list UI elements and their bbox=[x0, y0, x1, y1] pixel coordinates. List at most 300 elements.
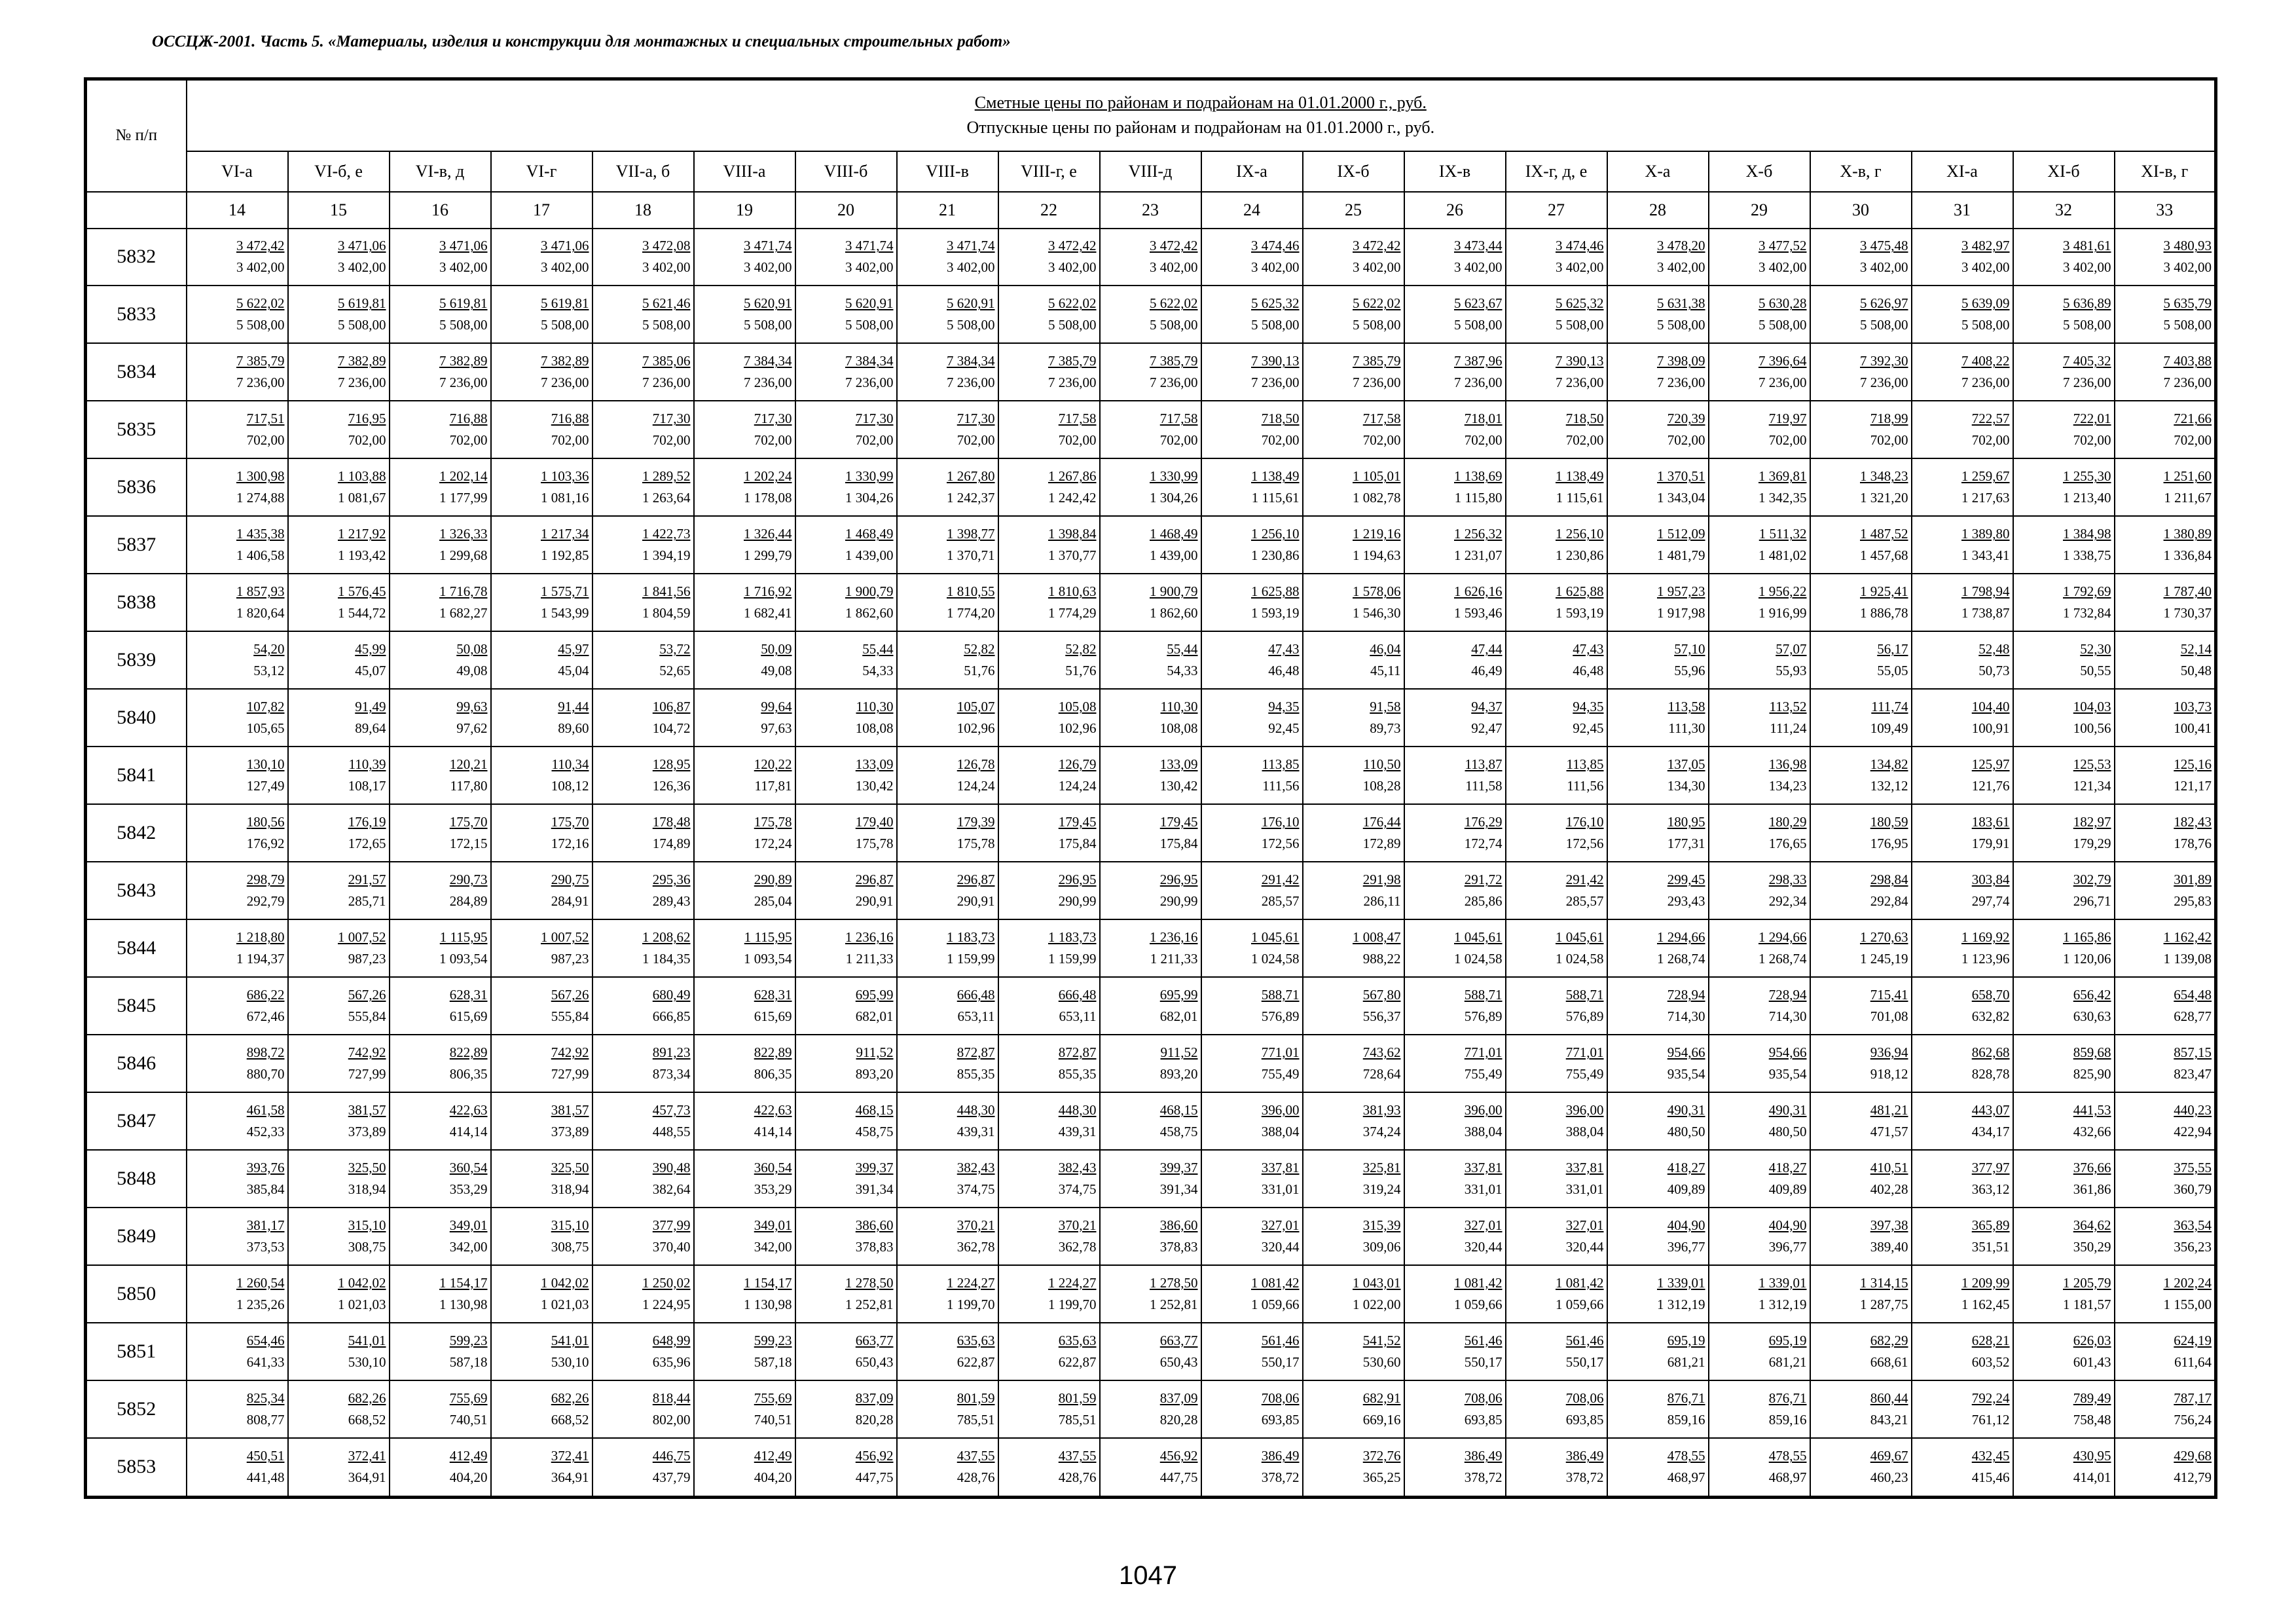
estimate-price: 5 622,02 bbox=[1150, 295, 1198, 312]
release-price: 286,11 bbox=[1363, 893, 1401, 910]
price-cell bbox=[1810, 286, 1912, 343]
release-price: 108,12 bbox=[551, 778, 589, 794]
price-cell bbox=[1100, 1035, 1201, 1092]
estimate-price: 94,35 bbox=[1268, 699, 1300, 715]
estimate-price: 1 487,52 bbox=[1860, 526, 1908, 542]
estimate-price: 717,30 bbox=[652, 411, 691, 427]
estimate-price: 490,31 bbox=[1768, 1102, 1807, 1118]
estimate-price: 291,72 bbox=[1464, 872, 1503, 888]
release-price: 92,47 bbox=[1471, 720, 1503, 737]
release-price: 1 024,58 bbox=[1454, 951, 1503, 967]
release-price: 7 236,00 bbox=[439, 375, 488, 391]
price-cell bbox=[694, 977, 795, 1035]
release-price: 7 236,00 bbox=[236, 375, 285, 391]
estimate-price: 1 716,92 bbox=[744, 583, 792, 600]
table-row bbox=[86, 458, 2216, 516]
release-price: 97,63 bbox=[761, 720, 792, 737]
release-price: 409,89 bbox=[1667, 1181, 1705, 1197]
estimate-price: 708,06 bbox=[1565, 1390, 1604, 1406]
estimate-price: 1 957,23 bbox=[1657, 583, 1705, 600]
price-cell bbox=[1810, 862, 1912, 919]
price-cell bbox=[1506, 1323, 1607, 1380]
table-row bbox=[86, 574, 2216, 631]
price-cell bbox=[491, 458, 592, 516]
price-cell bbox=[390, 862, 491, 919]
row-number-header: № п/п bbox=[86, 79, 187, 192]
price-cell bbox=[288, 458, 390, 516]
release-price: 388,04 bbox=[1261, 1124, 1300, 1140]
price-cell bbox=[897, 1438, 998, 1498]
estimate-price: 5 619,81 bbox=[338, 295, 386, 312]
release-price: 5 508,00 bbox=[1454, 317, 1503, 333]
estimate-price: 315,39 bbox=[1362, 1217, 1401, 1233]
price-cell bbox=[897, 286, 998, 343]
release-price: 388,04 bbox=[1464, 1124, 1503, 1140]
release-price: 530,60 bbox=[1362, 1354, 1401, 1370]
table-row bbox=[86, 229, 2216, 286]
price-cell bbox=[390, 1323, 491, 1380]
column-number: 17 bbox=[491, 192, 592, 229]
release-price: 290,99 bbox=[1159, 893, 1198, 910]
price-cell bbox=[1506, 747, 1607, 804]
estimate-price: 717,58 bbox=[1058, 411, 1097, 427]
price-cell bbox=[998, 516, 1100, 574]
price-cell bbox=[390, 631, 491, 689]
estimate-price: 717,30 bbox=[754, 411, 792, 427]
release-price: 374,75 bbox=[1058, 1181, 1097, 1197]
release-price: 3 402,00 bbox=[338, 259, 386, 276]
price-cell bbox=[1912, 1323, 2013, 1380]
release-price: 3 402,00 bbox=[642, 259, 691, 276]
release-price: 1 299,68 bbox=[439, 547, 488, 564]
release-price: 378,72 bbox=[1464, 1469, 1503, 1486]
price-cell bbox=[2013, 1150, 2115, 1208]
price-cell bbox=[2115, 631, 2216, 689]
price-cell bbox=[998, 343, 1100, 401]
release-price: 1 439,00 bbox=[1150, 547, 1198, 564]
price-cell bbox=[390, 804, 491, 862]
estimate-price: 3 474,46 bbox=[1251, 238, 1300, 254]
price-cell bbox=[1810, 1265, 1912, 1323]
release-price: 7 236,00 bbox=[1353, 375, 1401, 391]
estimate-price: 1 259,67 bbox=[1961, 468, 2010, 485]
price-cell bbox=[897, 401, 998, 458]
price-cell bbox=[1709, 747, 1810, 804]
estimate-price: 1 081,42 bbox=[1251, 1274, 1300, 1291]
price-cell bbox=[998, 804, 1100, 862]
price-cell bbox=[1201, 516, 1303, 574]
price-cell bbox=[1810, 343, 1912, 401]
release-price: 362,78 bbox=[1058, 1238, 1097, 1255]
release-price: 3 402,00 bbox=[2063, 259, 2111, 276]
estimate-price: 7 382,89 bbox=[541, 353, 589, 369]
release-price: 1 299,79 bbox=[744, 547, 792, 564]
column-number: 16 bbox=[390, 192, 491, 229]
estimate-price: 180,56 bbox=[246, 814, 285, 830]
price-cell bbox=[2013, 862, 2115, 919]
estimate-price: 302,79 bbox=[2073, 872, 2111, 888]
estimate-price: 303,84 bbox=[1971, 872, 2010, 888]
release-price: 172,65 bbox=[348, 836, 386, 852]
release-price: 92,45 bbox=[1268, 720, 1300, 737]
price-cell bbox=[2013, 516, 2115, 574]
estimate-price: 872,87 bbox=[1058, 1044, 1097, 1061]
release-price: 1 730,37 bbox=[2163, 605, 2212, 621]
estimate-price: 1 007,52 bbox=[541, 929, 589, 946]
estimate-price: 301,89 bbox=[2174, 872, 2212, 888]
estimate-price: 1 208,62 bbox=[642, 929, 691, 946]
price-cell bbox=[1607, 516, 1709, 574]
estimate-price: 561,46 bbox=[1261, 1332, 1300, 1348]
price-cell bbox=[998, 401, 1100, 458]
estimate-price: 561,46 bbox=[1464, 1332, 1503, 1348]
release-price: 650,43 bbox=[1159, 1354, 1198, 1370]
release-price: 653,11 bbox=[1059, 1008, 1097, 1025]
price-table bbox=[84, 77, 2217, 1499]
estimate-price: 3 472,08 bbox=[642, 238, 691, 254]
estimate-price: 1 045,61 bbox=[1556, 929, 1604, 946]
release-price: 374,75 bbox=[957, 1181, 995, 1197]
release-price: 7 236,00 bbox=[541, 375, 589, 391]
district-header: VI-б, е bbox=[288, 151, 390, 192]
price-cell bbox=[390, 574, 491, 631]
estimate-price: 954,66 bbox=[1667, 1044, 1705, 1061]
estimate-price: 1 330,99 bbox=[845, 468, 894, 485]
price-cell bbox=[390, 1380, 491, 1438]
district-header: IX-б bbox=[1303, 151, 1404, 192]
release-price: 378,83 bbox=[855, 1238, 894, 1255]
release-price: 176,92 bbox=[246, 836, 285, 852]
release-price: 1 263,64 bbox=[642, 490, 691, 506]
estimate-price: 1 115,95 bbox=[744, 929, 792, 946]
estimate-price: 1 289,52 bbox=[642, 468, 691, 485]
release-price: 1 304,26 bbox=[845, 490, 894, 506]
release-price: 45,07 bbox=[355, 663, 386, 679]
release-price: 121,17 bbox=[2174, 778, 2212, 794]
release-price: 172,15 bbox=[449, 836, 488, 852]
release-price: 702,00 bbox=[1667, 432, 1705, 449]
district-header: IX-г, д, е bbox=[1506, 151, 1607, 192]
release-price: 134,23 bbox=[1768, 778, 1807, 794]
price-cell bbox=[1810, 977, 1912, 1035]
price-cell bbox=[1506, 1092, 1607, 1150]
estimate-price: 1 042,02 bbox=[338, 1274, 386, 1291]
estimate-price: 315,10 bbox=[348, 1217, 386, 1233]
release-price: 1 093,54 bbox=[439, 951, 488, 967]
release-price: 1 820,64 bbox=[236, 605, 285, 621]
table-caption bbox=[187, 79, 2216, 151]
release-price: 1 059,66 bbox=[1251, 1296, 1300, 1312]
release-price: 89,73 bbox=[1370, 720, 1401, 737]
estimate-price: 718,50 bbox=[1261, 411, 1300, 427]
release-price: 1 242,37 bbox=[947, 490, 995, 506]
release-price: 111,24 bbox=[1770, 720, 1807, 737]
release-price: 755,49 bbox=[1464, 1066, 1503, 1082]
estimate-price: 1 925,41 bbox=[1860, 583, 1908, 600]
release-price: 802,00 bbox=[652, 1411, 691, 1428]
price-cell bbox=[998, 458, 1100, 516]
release-price: 859,16 bbox=[1768, 1411, 1807, 1428]
row-number: 5843 bbox=[86, 862, 187, 919]
release-price: 828,78 bbox=[1971, 1066, 2010, 1082]
estimate-price: 1 169,92 bbox=[1961, 929, 2010, 946]
price-cell bbox=[2013, 804, 2115, 862]
price-cell bbox=[795, 804, 897, 862]
estimate-price: 52,30 bbox=[2080, 641, 2111, 657]
estimate-price: 872,87 bbox=[957, 1044, 995, 1061]
estimate-price: 3 475,48 bbox=[1860, 238, 1908, 254]
release-price: 308,75 bbox=[348, 1238, 386, 1255]
release-price: 1 370,77 bbox=[1048, 547, 1097, 564]
estimate-price: 5 620,91 bbox=[845, 295, 894, 312]
price-cell bbox=[187, 1035, 288, 1092]
release-price: 396,77 bbox=[1768, 1238, 1807, 1255]
release-price: 1 178,08 bbox=[744, 490, 792, 506]
release-price: 628,77 bbox=[2174, 1008, 2212, 1025]
estimate-price: 695,19 bbox=[1667, 1332, 1705, 1348]
estimate-price: 443,07 bbox=[1971, 1102, 2010, 1118]
estimate-price: 789,49 bbox=[2073, 1390, 2111, 1406]
estimate-price: 1 435,38 bbox=[236, 526, 285, 542]
price-cell bbox=[1810, 1323, 1912, 1380]
estimate-price: 1 105,01 bbox=[1353, 468, 1401, 485]
release-price: 361,86 bbox=[2073, 1181, 2111, 1197]
estimate-price: 5 622,02 bbox=[1048, 295, 1097, 312]
price-cell bbox=[1912, 919, 2013, 977]
price-cell bbox=[491, 631, 592, 689]
price-cell bbox=[795, 343, 897, 401]
release-price: 702,00 bbox=[1870, 432, 1908, 449]
estimate-price: 1 250,02 bbox=[642, 1274, 691, 1291]
estimate-price: 1 339,01 bbox=[1758, 1274, 1807, 1291]
price-cell bbox=[694, 1380, 795, 1438]
estimate-price: 588,71 bbox=[1261, 987, 1300, 1003]
estimate-price: 291,42 bbox=[1565, 872, 1604, 888]
release-price: 432,66 bbox=[2073, 1124, 2111, 1140]
price-cell bbox=[1810, 1150, 1912, 1208]
release-price: 1 774,29 bbox=[1048, 605, 1097, 621]
estimate-price: 404,90 bbox=[1667, 1217, 1705, 1233]
table-row bbox=[86, 919, 2216, 977]
release-price: 5 508,00 bbox=[1961, 317, 2010, 333]
table-row bbox=[86, 286, 2216, 343]
row-number: 5842 bbox=[86, 804, 187, 862]
price-cell bbox=[1506, 919, 1607, 977]
estimate-price: 1 857,93 bbox=[236, 583, 285, 600]
price-cell bbox=[592, 1323, 694, 1380]
estimate-price: 104,40 bbox=[1971, 699, 2010, 715]
release-price: 5 508,00 bbox=[1150, 317, 1198, 333]
estimate-price: 658,70 bbox=[1971, 987, 2010, 1003]
district-header: X-в, г bbox=[1810, 151, 1912, 192]
estimate-price: 695,99 bbox=[855, 987, 894, 1003]
estimate-price: 113,58 bbox=[1667, 699, 1705, 715]
estimate-price: 1 575,71 bbox=[541, 583, 589, 600]
estimate-price: 911,52 bbox=[856, 1044, 894, 1061]
price-cell bbox=[1201, 919, 1303, 977]
price-cell bbox=[1810, 1035, 1912, 1092]
estimate-price: 349,01 bbox=[449, 1217, 488, 1233]
release-price: 3 402,00 bbox=[1353, 259, 1401, 276]
release-price: 550,17 bbox=[1565, 1354, 1604, 1370]
price-cell bbox=[288, 747, 390, 804]
release-price: 1 115,61 bbox=[1556, 490, 1604, 506]
release-price: 414,14 bbox=[449, 1124, 488, 1140]
estimate-price: 626,03 bbox=[2073, 1332, 2111, 1348]
estimate-price: 656,42 bbox=[2073, 987, 2111, 1003]
release-price: 1 252,81 bbox=[1150, 1296, 1198, 1312]
release-price: 50,48 bbox=[2180, 663, 2212, 679]
price-cell bbox=[795, 1265, 897, 1323]
release-price: 1 242,42 bbox=[1048, 490, 1097, 506]
release-price: 111,56 bbox=[1262, 778, 1300, 794]
release-price: 1 093,54 bbox=[744, 951, 792, 967]
price-cell bbox=[1709, 574, 1810, 631]
price-cell bbox=[288, 1035, 390, 1092]
price-cell bbox=[1404, 458, 1506, 516]
price-cell bbox=[1201, 1323, 1303, 1380]
price-cell bbox=[1709, 1323, 1810, 1380]
estimate-price: 45,99 bbox=[355, 641, 386, 657]
price-cell bbox=[2115, 286, 2216, 343]
price-cell bbox=[2013, 286, 2115, 343]
release-price: 935,54 bbox=[1768, 1066, 1807, 1082]
price-cell bbox=[1100, 919, 1201, 977]
release-price: 5 508,00 bbox=[1251, 317, 1300, 333]
price-cell bbox=[2115, 458, 2216, 516]
release-price: 3 402,00 bbox=[1454, 259, 1503, 276]
estimate-price: 1 007,52 bbox=[338, 929, 386, 946]
price-cell bbox=[1810, 458, 1912, 516]
release-price: 292,34 bbox=[1768, 893, 1807, 910]
release-price: 1 682,41 bbox=[744, 605, 792, 621]
estimate-price: 3 471,74 bbox=[744, 238, 792, 254]
price-cell bbox=[187, 229, 288, 286]
release-price: 5 508,00 bbox=[845, 317, 894, 333]
estimate-price: 105,07 bbox=[957, 699, 995, 715]
price-cell bbox=[491, 229, 592, 286]
release-price: 893,20 bbox=[855, 1066, 894, 1082]
release-price: 117,80 bbox=[450, 778, 488, 794]
release-price: 7 236,00 bbox=[1150, 375, 1198, 391]
column-number-row bbox=[86, 192, 2216, 229]
price-cell bbox=[1303, 1150, 1404, 1208]
release-price: 988,22 bbox=[1362, 951, 1401, 967]
price-cell bbox=[390, 689, 491, 747]
estimate-price: 1 202,24 bbox=[2163, 1274, 2212, 1291]
price-cell bbox=[288, 1323, 390, 1380]
estimate-price: 91,44 bbox=[558, 699, 589, 715]
price-cell bbox=[1404, 1092, 1506, 1150]
release-price: 342,00 bbox=[754, 1238, 792, 1255]
price-cell bbox=[1100, 1265, 1201, 1323]
price-cell bbox=[897, 458, 998, 516]
estimate-price: 175,78 bbox=[754, 814, 792, 830]
price-cell bbox=[592, 1208, 694, 1265]
price-cell bbox=[2115, 516, 2216, 574]
row-number: 5850 bbox=[86, 1265, 187, 1323]
release-price: 702,00 bbox=[551, 432, 589, 449]
price-cell bbox=[2115, 804, 2216, 862]
estimate-price: 635,63 bbox=[1058, 1332, 1097, 1348]
price-cell bbox=[2115, 1265, 2216, 1323]
release-price: 666,85 bbox=[652, 1008, 691, 1025]
release-price: 1 081,16 bbox=[541, 490, 589, 506]
estimate-price: 5 619,81 bbox=[541, 295, 589, 312]
estimate-price: 176,10 bbox=[1565, 814, 1604, 830]
estimate-price: 1 798,94 bbox=[1961, 583, 2010, 600]
price-cell bbox=[187, 1265, 288, 1323]
price-cell bbox=[592, 1150, 694, 1208]
column-number: 33 bbox=[2115, 192, 2216, 229]
price-cell bbox=[288, 804, 390, 862]
estimate-price: 386,49 bbox=[1565, 1448, 1604, 1464]
estimate-price: 3 473,44 bbox=[1454, 238, 1503, 254]
price-cell bbox=[1506, 458, 1607, 516]
price-cell bbox=[592, 286, 694, 343]
estimate-price: 422,63 bbox=[449, 1102, 488, 1118]
estimate-price: 299,45 bbox=[1667, 872, 1705, 888]
release-price: 1 304,26 bbox=[1150, 490, 1198, 506]
estimate-price: 180,59 bbox=[1870, 814, 1908, 830]
price-cell bbox=[1100, 401, 1201, 458]
price-cell bbox=[897, 862, 998, 919]
estimate-price: 1 900,79 bbox=[845, 583, 894, 600]
price-cell bbox=[187, 1323, 288, 1380]
estimate-price: 113,52 bbox=[1769, 699, 1807, 715]
release-price: 3 402,00 bbox=[1556, 259, 1604, 276]
price-cell bbox=[1506, 574, 1607, 631]
price-cell bbox=[1506, 343, 1607, 401]
price-cell bbox=[390, 1438, 491, 1498]
price-cell bbox=[491, 574, 592, 631]
price-cell bbox=[1912, 747, 2013, 804]
release-price: 880,70 bbox=[246, 1066, 285, 1082]
price-cell bbox=[1709, 1035, 1810, 1092]
price-cell bbox=[491, 804, 592, 862]
estimate-price: 111,74 bbox=[1871, 699, 1908, 715]
release-price: 1 394,19 bbox=[642, 547, 691, 564]
release-price: 414,14 bbox=[754, 1124, 792, 1140]
column-number: 28 bbox=[1607, 192, 1709, 229]
estimate-price: 567,80 bbox=[1362, 987, 1401, 1003]
price-cell bbox=[390, 401, 491, 458]
release-price: 3 402,00 bbox=[1048, 259, 1097, 276]
price-cell bbox=[795, 229, 897, 286]
release-price: 1 593,46 bbox=[1454, 605, 1503, 621]
price-cell bbox=[1506, 862, 1607, 919]
estimate-price: 1 625,88 bbox=[1251, 583, 1300, 600]
price-cell bbox=[1506, 1208, 1607, 1265]
release-price: 1 682,27 bbox=[439, 605, 488, 621]
estimate-price: 1 260,54 bbox=[236, 1274, 285, 1291]
release-price: 108,28 bbox=[1362, 778, 1401, 794]
price-cell bbox=[2115, 862, 2216, 919]
estimate-price: 801,59 bbox=[957, 1390, 995, 1406]
price-cell bbox=[998, 631, 1100, 689]
estimate-price: 110,50 bbox=[1363, 756, 1401, 773]
release-price: 1 274,88 bbox=[236, 490, 285, 506]
price-cell bbox=[390, 1092, 491, 1150]
estimate-price: 47,44 bbox=[1471, 641, 1503, 657]
estimate-price: 1 956,22 bbox=[1758, 583, 1807, 600]
price-cell bbox=[491, 1265, 592, 1323]
release-price: 7 236,00 bbox=[1961, 375, 2010, 391]
price-cell bbox=[694, 804, 795, 862]
price-cell bbox=[2115, 343, 2216, 401]
price-cell bbox=[1607, 286, 1709, 343]
release-price: 1 439,00 bbox=[845, 547, 894, 564]
